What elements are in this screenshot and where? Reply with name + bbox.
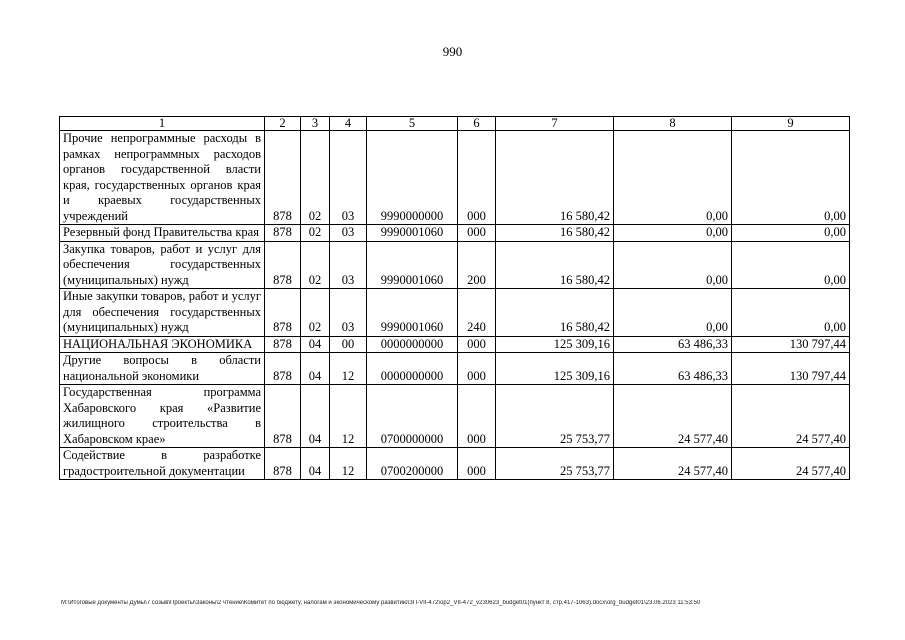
table-row — [60, 131, 850, 225]
row-sum-2: 63 486,33 — [614, 336, 732, 353]
row-sum-1: 16 580,42 — [496, 241, 614, 289]
document-path-footer: M:\Итоговые документы Думы\7 созыв\Проекты\Законы\2 чтение\Комитет по бюджету, налогам и экономическому развитию\ЗП-VII-472\ор2_VII-472_v230623_budget01(пункт 8, стр.417-1063).docx\org_budget01\23.06.2023 11:53:50 — [61, 600, 701, 606]
row-section: 04 — [301, 448, 330, 480]
row-name: Иные закупки товаров, работ и услуг для обеспечения государственных (муниципальных) нужд — [60, 289, 265, 337]
row-target-article: 0700000000 — [367, 385, 458, 448]
row-name: Закупка товаров, работ и услуг для обеспечения государственных (муниципальных) нужд — [60, 241, 265, 289]
row-sum-2: 24 577,40 — [614, 448, 732, 480]
row-section: 02 — [301, 289, 330, 337]
row-sum-1: 25 753,77 — [496, 385, 614, 448]
row-expense-type: 000 — [458, 225, 496, 242]
row-sum-1: 25 753,77 — [496, 448, 614, 480]
header-row — [60, 117, 850, 131]
row-section: 02 — [301, 241, 330, 289]
row-expense-type: 200 — [458, 241, 496, 289]
header-cell-8: 8 — [614, 117, 732, 131]
row-sum-2: 24 577,40 — [614, 385, 732, 448]
table-row — [60, 241, 850, 289]
row-sum-2: 0,00 — [614, 225, 732, 242]
row-sum-1: 16 580,42 — [496, 131, 614, 225]
row-grbs: 878 — [265, 131, 301, 225]
row-grbs: 878 — [265, 225, 301, 242]
row-sum-3: 24 577,40 — [732, 385, 850, 448]
row-name: Содействие в разработке градостроительной документации — [60, 448, 265, 480]
row-sum-3: 0,00 — [732, 131, 850, 225]
row-sum-1: 16 580,42 — [496, 225, 614, 242]
row-subsection: 03 — [330, 241, 367, 289]
table-row — [60, 353, 850, 385]
row-section: 04 — [301, 336, 330, 353]
header-cell-2: 2 — [265, 117, 301, 131]
row-expense-type: 240 — [458, 289, 496, 337]
row-name: Государственная программа Хабаровского края «Развитие жилищного строительства в Хабаровском крае» — [60, 385, 265, 448]
row-grbs: 878 — [265, 241, 301, 289]
row-section: 02 — [301, 131, 330, 225]
row-subsection: 03 — [330, 289, 367, 337]
table-row — [60, 225, 850, 242]
row-sum-1: 125 309,16 — [496, 353, 614, 385]
row-subsection: 12 — [330, 353, 367, 385]
table-row — [60, 289, 850, 337]
row-target-article: 0000000000 — [367, 336, 458, 353]
row-grbs: 878 — [265, 289, 301, 337]
table-row — [60, 385, 850, 448]
row-sum-3: 0,00 — [732, 241, 850, 289]
row-sum-2: 0,00 — [614, 131, 732, 225]
row-expense-type: 000 — [458, 385, 496, 448]
row-target-article: 9990001060 — [367, 241, 458, 289]
table-row — [60, 448, 850, 480]
row-expense-type: 000 — [458, 353, 496, 385]
header-cell-5: 5 — [367, 117, 458, 131]
row-grbs: 878 — [265, 385, 301, 448]
row-sum-3: 130 797,44 — [732, 353, 850, 385]
header-cell-6: 6 — [458, 117, 496, 131]
row-sum-2: 63 486,33 — [614, 353, 732, 385]
row-name: Другие вопросы в области национальной экономики — [60, 353, 265, 385]
header-cell-9: 9 — [732, 117, 850, 131]
row-name: Прочие непрограммные расходы в рамках непрограммных расходов органов государственной власти края, государственных органов края и краевых государственных учреждений — [60, 131, 265, 225]
row-expense-type: 000 — [458, 448, 496, 480]
header-cell-4: 4 — [330, 117, 367, 131]
row-sum-3: 130 797,44 — [732, 336, 850, 353]
row-subsection: 00 — [330, 336, 367, 353]
header-cell-3: 3 — [301, 117, 330, 131]
row-grbs: 878 — [265, 336, 301, 353]
row-name: Резервный фонд Правительства края — [60, 225, 265, 242]
row-target-article: 9990001060 — [367, 289, 458, 337]
row-sum-3: 24 577,40 — [732, 448, 850, 480]
row-sum-2: 0,00 — [614, 289, 732, 337]
row-subsection: 12 — [330, 448, 367, 480]
row-sum-1: 125 309,16 — [496, 336, 614, 353]
row-subsection: 12 — [330, 385, 367, 448]
row-expense-type: 000 — [458, 336, 496, 353]
row-section: 04 — [301, 353, 330, 385]
row-subsection: 03 — [330, 225, 367, 242]
row-sum-3: 0,00 — [732, 289, 850, 337]
row-section: 02 — [301, 225, 330, 242]
row-sum-1: 16 580,42 — [496, 289, 614, 337]
row-name: НАЦИОНАЛЬНАЯ ЭКОНОМИКА — [60, 336, 265, 353]
row-sum-2: 0,00 — [614, 241, 732, 289]
header-cell-1: 1 — [60, 117, 265, 131]
page-number: 990 — [442, 44, 463, 59]
row-subsection: 03 — [330, 131, 367, 225]
row-target-article: 9990001060 — [367, 225, 458, 242]
header-cell-7: 7 — [496, 117, 614, 131]
row-target-article: 0000000000 — [367, 353, 458, 385]
row-target-article: 0700200000 — [367, 448, 458, 480]
row-expense-type: 000 — [458, 131, 496, 225]
row-section: 04 — [301, 385, 330, 448]
budget-table — [59, 116, 850, 480]
table-row — [60, 336, 850, 353]
row-grbs: 878 — [265, 353, 301, 385]
row-target-article: 9990000000 — [367, 131, 458, 225]
row-grbs: 878 — [265, 448, 301, 480]
row-sum-3: 0,00 — [732, 225, 850, 242]
